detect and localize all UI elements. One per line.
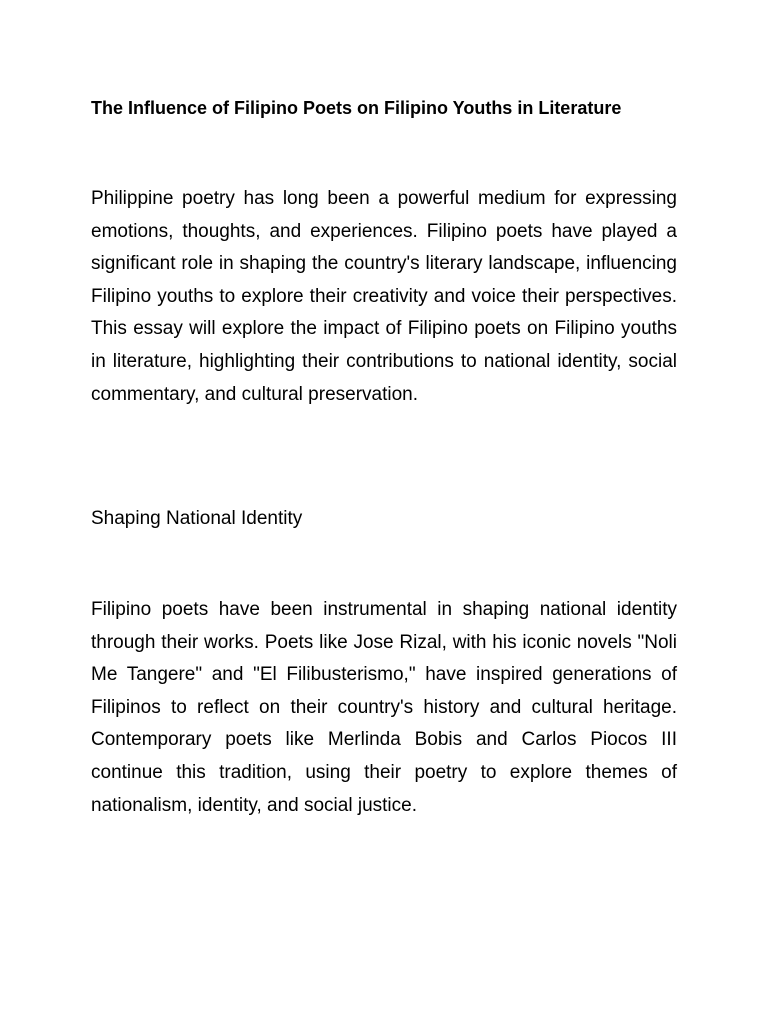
body-paragraph: Filipino poets have been instrumental in shaping national identity through their works. Poets like Jose Rizal, with his iconic novels "Noli Me Tangere" and "El Filibusterismo," have inspired generations of Filipinos to reflect on their country's history and cultural heritage. Contemporary poets like Merlinda Bobis and Carlos Piocos III continue this tradition, using their poetry to explore themes of nationalism, identity, and social justice.: [91, 599, 677, 816]
intro-paragraph: Philippine poetry has long been a powerful medium for expressing emotions, thoughts, and experiences. Filipino poets have played a significant role in shaping the country's literary landscape, influencing Filipino youths to explore their creativity and voice their perspectives. This essay will explore the impact of Filipino poets on Filipino youths in literature, highlighting their contributions to national identity, social commentary, and cultural preservation.: [91, 188, 677, 405]
document-title: The Influence of Filipino Poets on Filipino Youths in Literature: [91, 98, 622, 118]
section-heading: Shaping National Identity: [91, 508, 303, 529]
